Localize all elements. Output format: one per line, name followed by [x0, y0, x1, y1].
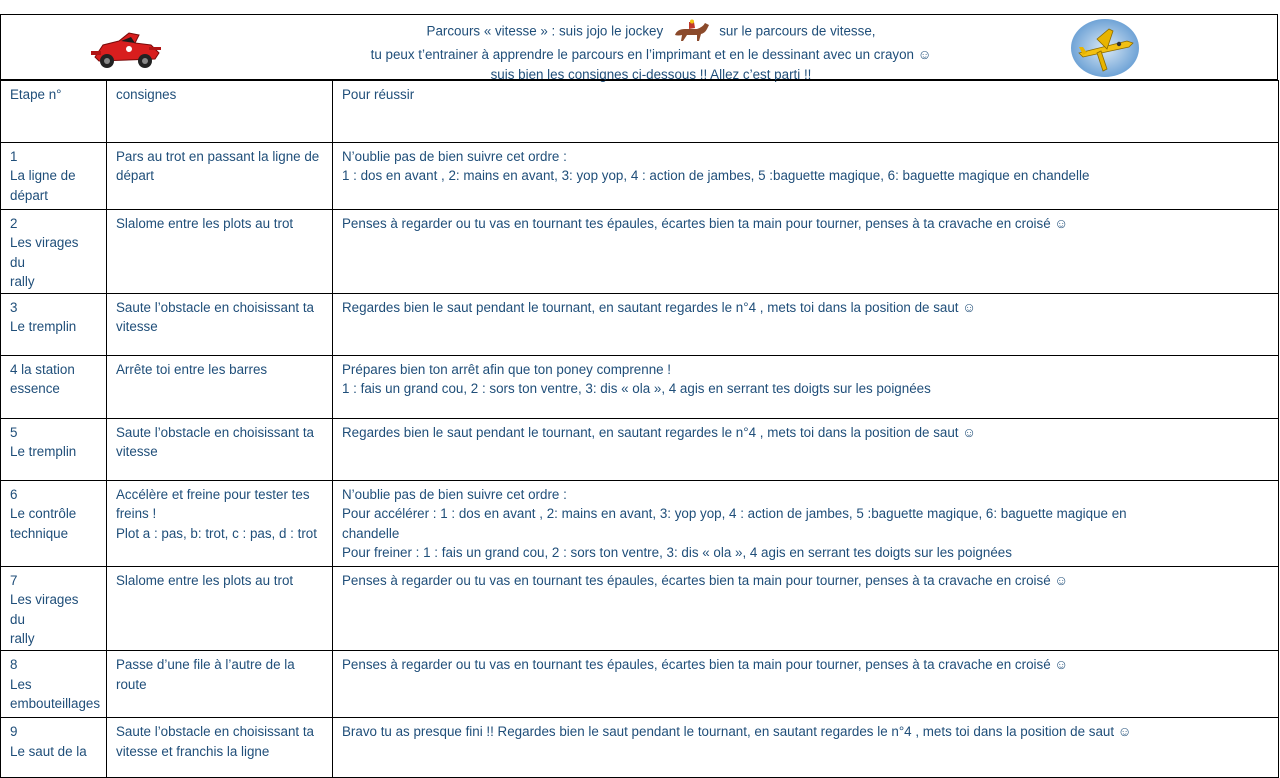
cell-etape-line: Le saut de la [10, 743, 87, 759]
header-line-2: tu peux t’entrainer à apprendre le parcours en l’imprimant et en le dessinant avec un crayon ☺ [370, 47, 932, 62]
cell-consignes-line: vitesse [116, 444, 158, 460]
cell-etape-line: rally [10, 631, 35, 647]
cell-pour-reussir [333, 481, 1279, 567]
cell-etape-line: Les virages du [10, 592, 79, 627]
cell-etape-line: 2 [10, 216, 18, 231]
cell-consignes [107, 567, 333, 651]
cell-consignes [107, 294, 333, 356]
table-row [1, 481, 1279, 567]
header-text [301, 19, 1001, 84]
cell-etape [1, 567, 107, 651]
cell-etape [1, 143, 107, 210]
airplane-icon [1069, 17, 1141, 79]
table-row [1, 567, 1279, 651]
cell-pour-reussir [333, 419, 1279, 481]
cell-etape-line: Le tremplin [10, 444, 77, 460]
cell-etape-line: Les [10, 676, 32, 692]
cell-consignes-line: Arrête toi entre les barres [116, 362, 268, 378]
cell-consignes-line: Accélère et freine pour tester tes [116, 487, 310, 503]
table-row [1, 356, 1279, 419]
cell-etape-line: 3 [10, 300, 18, 316]
cell-pour-reussir [333, 718, 1279, 778]
horse-jockey-icon [669, 19, 713, 45]
cell-consignes [107, 419, 333, 481]
cell-consignes [107, 143, 333, 210]
steps-table [0, 80, 1279, 778]
cell-etape-line: Le contrôle [10, 506, 77, 522]
cell-pour-reussir-line: chandelle [342, 525, 400, 541]
cell-pour-reussir-line: Pour accélérer : 1 : dos en avant , 2: mains en avant, 3: yop yop, 4 : action de jambes, 5 :baguette magique, 6: baguette magique en [342, 506, 1127, 522]
cell-pour-reussir [333, 210, 1279, 294]
cell-pour-reussir-line: Bravo tu as presque fini !! Regardes bien le saut pendant le tournant, en sautant regardes le n°4 , mets toi dans la position de saut ☺ [342, 724, 1132, 740]
cell-etape-line: technique [10, 525, 69, 541]
cell-pour-reussir-line: 1 : fais un grand cou, 2 : sors ton ventre, 3: dis « ola », 4 agis en serrant tes doigts sur les poignées [342, 381, 931, 397]
table-header-row [1, 81, 1279, 143]
cell-consignes [107, 718, 333, 778]
cell-pour-reussir [333, 294, 1279, 356]
cell-etape-line: 7 [10, 573, 18, 589]
cell-pour-reussir-line: N’oublie pas de bien suivre cet ordre : [342, 149, 567, 164]
table-row [1, 419, 1279, 481]
cell-pour-reussir [333, 651, 1279, 718]
cell-etape-line: La ligne de [10, 168, 76, 184]
table-row [1, 210, 1279, 294]
cell-consignes-line: départ [116, 168, 154, 184]
cell-etape-line: Le tremplin [10, 319, 77, 335]
cell-consignes [107, 651, 333, 718]
cell-etape-line: 1 [10, 149, 18, 164]
cell-etape-line: rally [10, 273, 35, 289]
cell-etape-line: départ [10, 187, 48, 203]
cell-etape [1, 419, 107, 481]
cell-etape [1, 356, 107, 419]
cell-etape [1, 210, 107, 294]
cell-etape-line: embouteillages [10, 695, 101, 711]
cell-etape [1, 294, 107, 356]
cell-pour-reussir-line: 1 : dos en avant , 2: mains en avant, 3: yop yop, 4 : action de jambes, 5 :baguette magique, 6: baguette magique en chandelle [342, 168, 1090, 184]
cell-consignes-line: Passe d’une file à l’autre de la [116, 657, 295, 673]
cell-etape-line: Les virages du [10, 235, 79, 270]
cell-pour-reussir-line: Pour freiner : 1 : fais un grand cou, 2 : sors ton ventre, 3: dis « ola », 4 agis en serrant tes doigts sur les poignées [342, 545, 1012, 561]
cell-pour-reussir-line: Prépares bien ton arrêt afin que ton poney comprenne ! [342, 362, 672, 378]
cell-pour-reussir-line: Regardes bien le saut pendant le tournant, en sautant regardes le n°4 , mets toi dans la position de saut ☺ [342, 300, 976, 316]
cell-etape [1, 481, 107, 567]
cell-consignes [107, 481, 333, 567]
header-line-3: suis bien les consignes ci-dessous !! Allez c’est parti !! [490, 66, 812, 82]
table-row [1, 651, 1279, 718]
cell-pour-reussir-line: Penses à regarder ou tu vas en tournant tes épaules, écartes bien ta main pour tourner, penses à ta cravache en croisé ☺ [342, 657, 1069, 673]
cell-consignes-line: freins ! [116, 506, 157, 522]
cell-consignes-line: route [116, 676, 147, 692]
cell-consignes-line: Saute l’obstacle en choisissant ta [116, 425, 315, 441]
header-etape: Etape n° [1, 81, 107, 143]
header-box [0, 14, 1278, 80]
cell-etape-line: 9 [10, 724, 18, 740]
cell-consignes-line: Slalome entre les plots au trot [116, 216, 294, 231]
cell-consignes-line: Pars au trot en passant la ligne de [116, 149, 320, 164]
header-pour-reussir: Pour réussir [333, 81, 1279, 143]
cell-etape-line: 5 [10, 425, 18, 441]
cell-consignes-line: Saute l’obstacle en choisissant ta [116, 724, 315, 740]
cell-consignes [107, 356, 333, 419]
cell-pour-reussir [333, 567, 1279, 651]
cell-etape-line: 8 [10, 657, 18, 673]
cell-etape [1, 651, 107, 718]
cell-etape-line: 6 [10, 487, 18, 503]
cell-consignes-line: vitesse et franchis la ligne [116, 743, 270, 759]
cell-consignes-line: Saute l’obstacle en choisissant ta [116, 300, 315, 316]
cell-etape-line: 4 la station [10, 362, 75, 378]
cell-pour-reussir-line: Penses à regarder ou tu vas en tournant tes épaules, écartes bien ta main pour tourner, penses à ta cravache en croisé ☺ [342, 573, 1069, 589]
cell-etape-line: essence [10, 381, 60, 397]
cell-pour-reussir-line: Penses à regarder ou tu vas en tournant tes épaules, écartes bien ta main pour tourner, penses à ta cravache en croisé ☺ [342, 216, 1069, 231]
cell-pour-reussir-line: N’oublie pas de bien suivre cet ordre : [342, 487, 567, 503]
table-row [1, 718, 1279, 778]
cell-consignes-line: Plot a : pas, b: trot, c : pas, d : trot [116, 525, 317, 541]
cell-pour-reussir-line: Regardes bien le saut pendant le tournant, en sautant regardes le n°4 , mets toi dans la position de saut ☺ [342, 425, 976, 441]
cell-consignes [107, 210, 333, 294]
cell-consignes-line: vitesse [116, 319, 158, 335]
cell-consignes-line: Slalome entre les plots au trot [116, 573, 294, 589]
cell-pour-reussir [333, 143, 1279, 210]
cell-etape [1, 718, 107, 778]
table-row [1, 143, 1279, 210]
cell-pour-reussir [333, 356, 1279, 419]
header-line-1: Parcours « vitesse » : suis jojo le jockey sur le parcours de vitesse, [301, 19, 1001, 45]
header-consignes: consignes [107, 81, 333, 143]
race-car-icon [89, 27, 163, 71]
table-row [1, 294, 1279, 356]
